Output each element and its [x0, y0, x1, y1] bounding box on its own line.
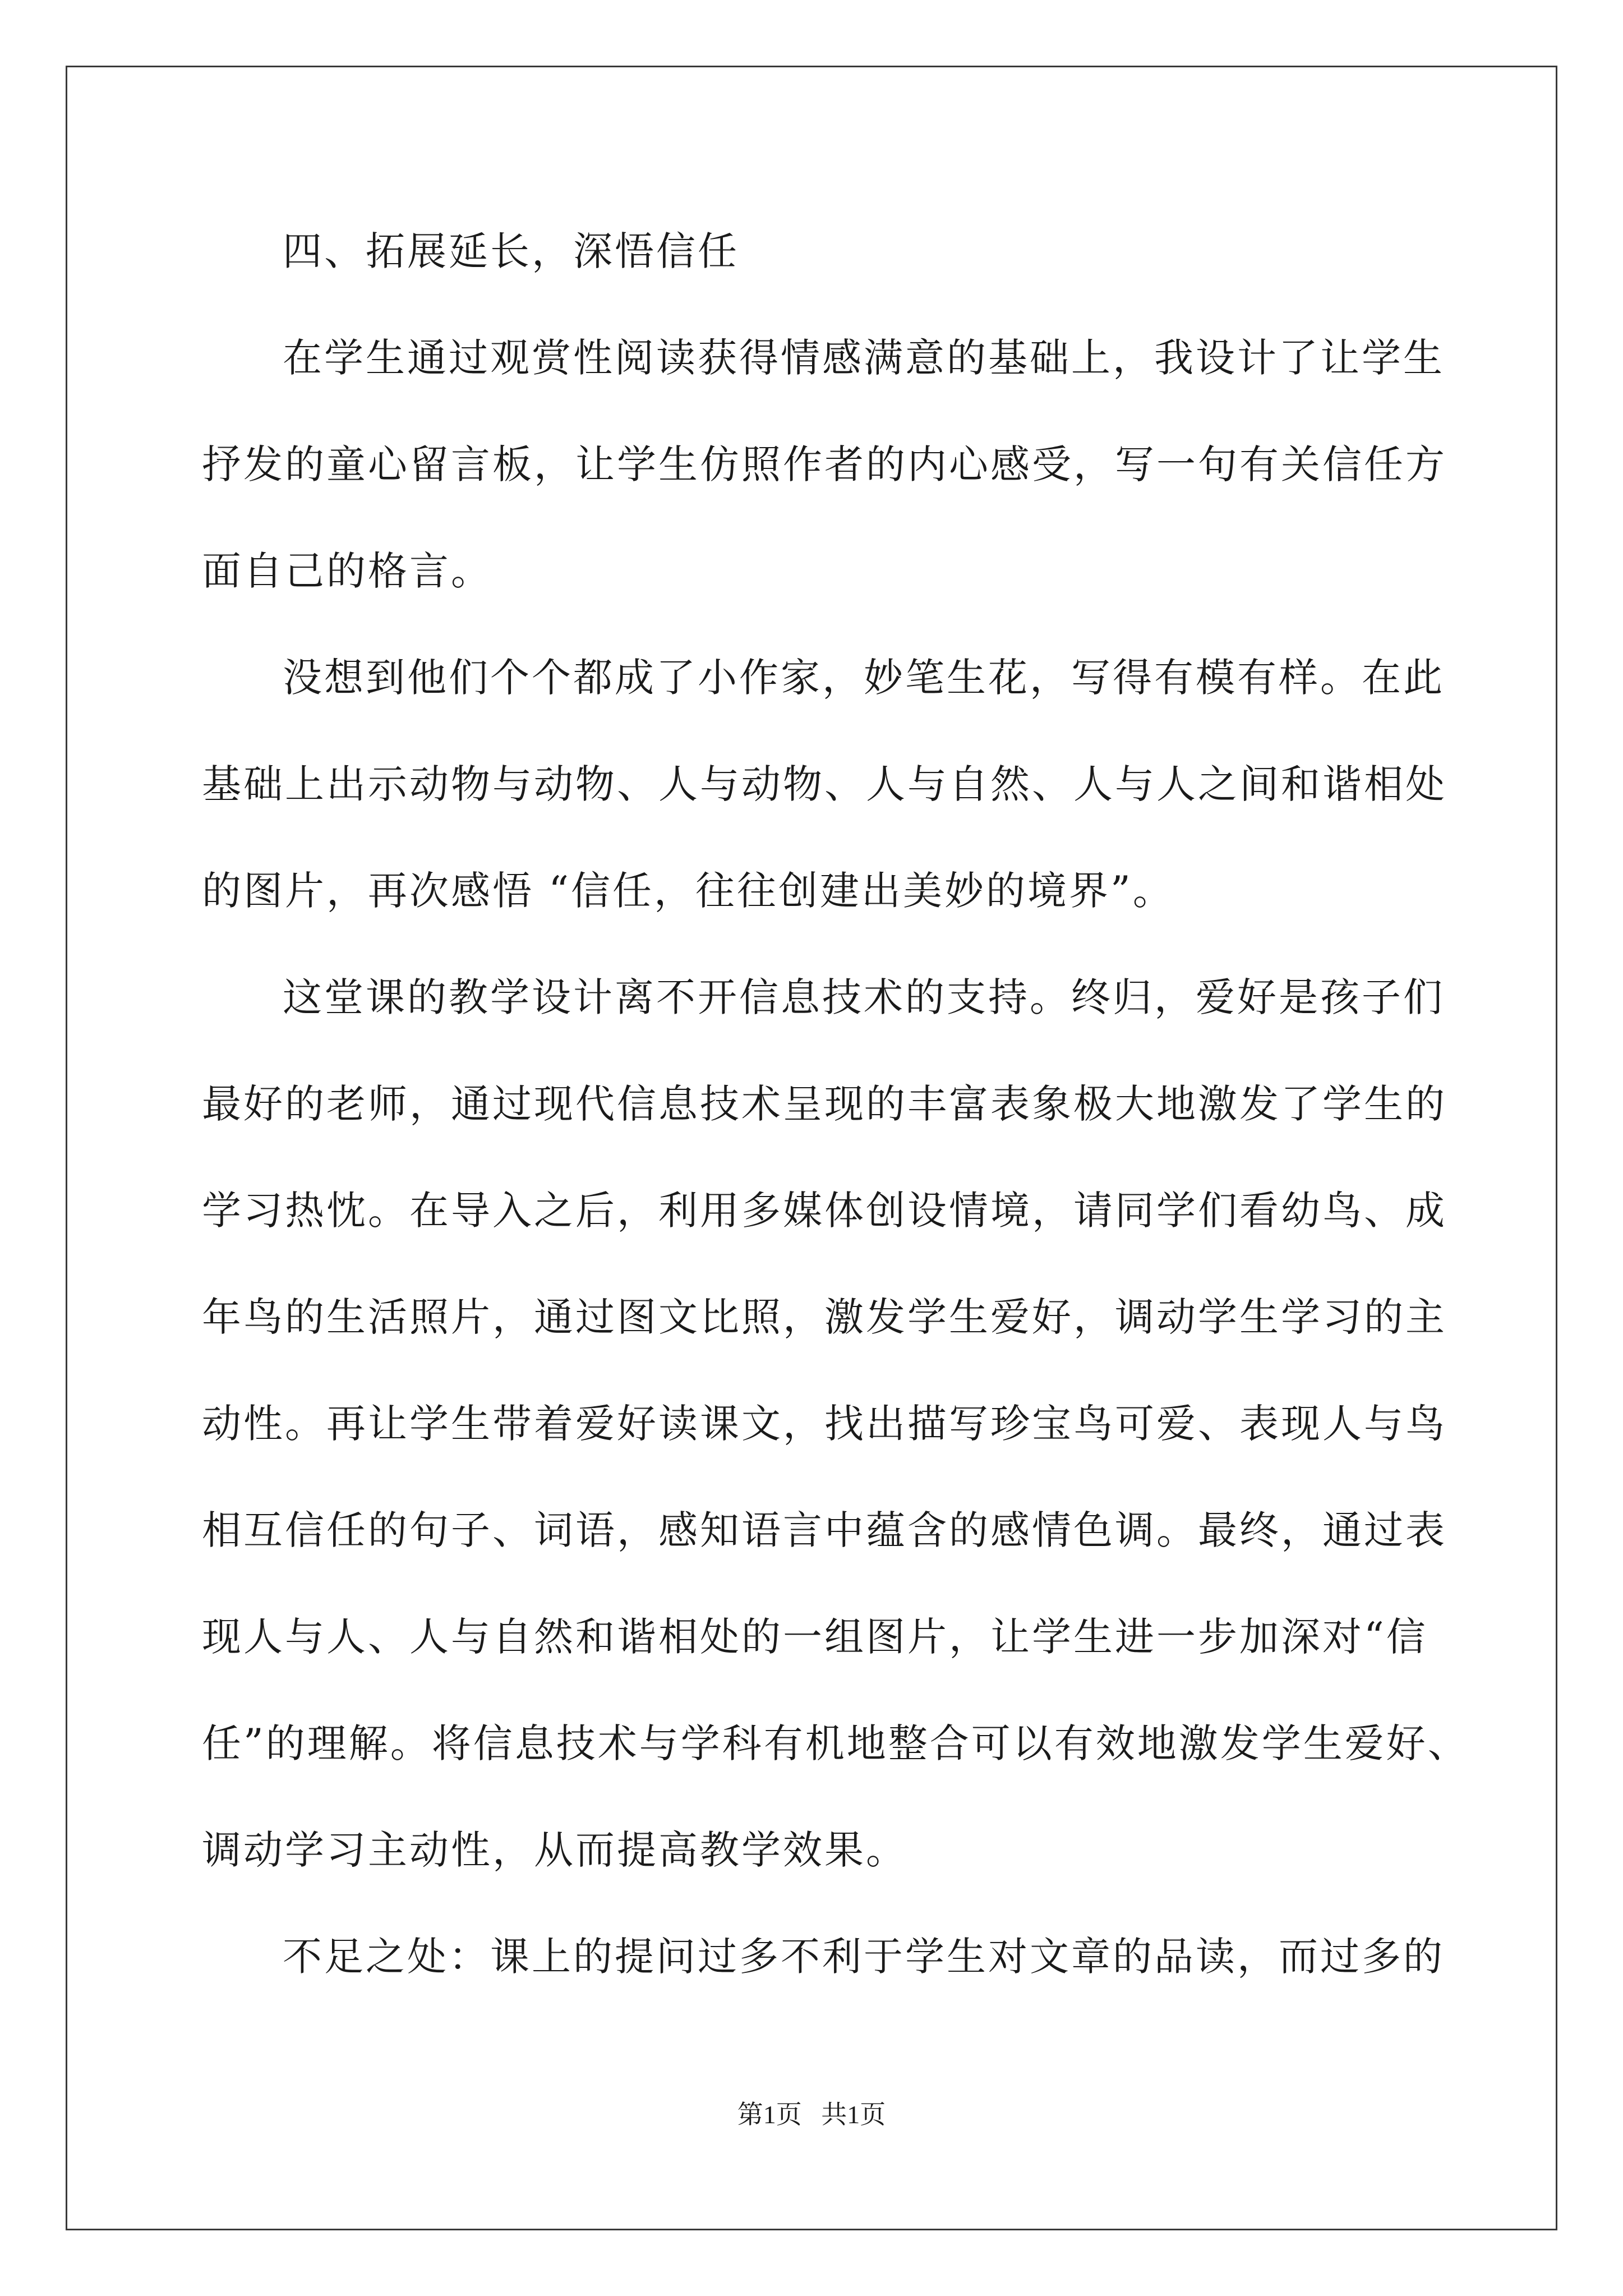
page-footer: 第1页 共1页: [737, 2100, 886, 2129]
page-border: [66, 66, 1557, 2230]
paragraph-line: 在学生通过观赏性阅读获得情感满意的基础上，我设计了让学生: [283, 335, 1445, 381]
paragraph-line: 这堂课的教学设计离不开信息技术的支持。终归，爱好是孩子们: [283, 974, 1445, 1020]
paragraph-line: 年鸟的生活照片，通过图文比照，激发学生爱好，调动学生学习的主: [202, 1294, 1447, 1340]
paragraph-line: 任”的理解。将信息技术与学科有机地整合可以有效地激发学生爱好、: [202, 1720, 1469, 1766]
paragraph-line: 相互信任的句子、词语，感知语言中蕴含的感情色调。最终，通过表: [202, 1507, 1447, 1553]
paragraph-line: 学习热忱。在导入之后，利用多媒体创设情境，请同学们看幼鸟、成: [202, 1188, 1447, 1234]
paragraph-line: 没想到他们个个都成了小作家，妙笔生花，写得有模有样。在此: [283, 655, 1445, 701]
paragraph-line: 面自己的格言。: [202, 548, 492, 594]
paragraph-line: 抒发的童心留言板，让学生仿照作者的内心感受，写一句有关信任方: [202, 441, 1447, 487]
paragraph-line: 现人与人、人与自然和谐相处的一组图片，让学生进一步加深对“信: [202, 1614, 1428, 1660]
paragraph-line: 不足之处：课上的提问过多不利于学生对文章的品读，而过多的: [283, 1934, 1445, 1980]
paragraph-line: 最好的老师，通过现代信息技术呈现的丰富表象极大地激发了学生的: [202, 1081, 1447, 1127]
paragraph-line: 的图片，再次感悟 “信任，往往创建出美妙的境界”。: [202, 868, 1174, 914]
paragraph-line: 基础上出示动物与动物、人与动物、人与自然、人与人之间和谐相处: [202, 761, 1447, 807]
section-heading: 四、拓展延长，深悟信任: [283, 228, 739, 274]
paragraph-line: 调动学习主动性，从而提高教学效果。: [202, 1827, 907, 1873]
paragraph-line: 动性。再让学生带着爱好读课文，找出描写珍宝鸟可爱、表现人与鸟: [202, 1401, 1447, 1447]
